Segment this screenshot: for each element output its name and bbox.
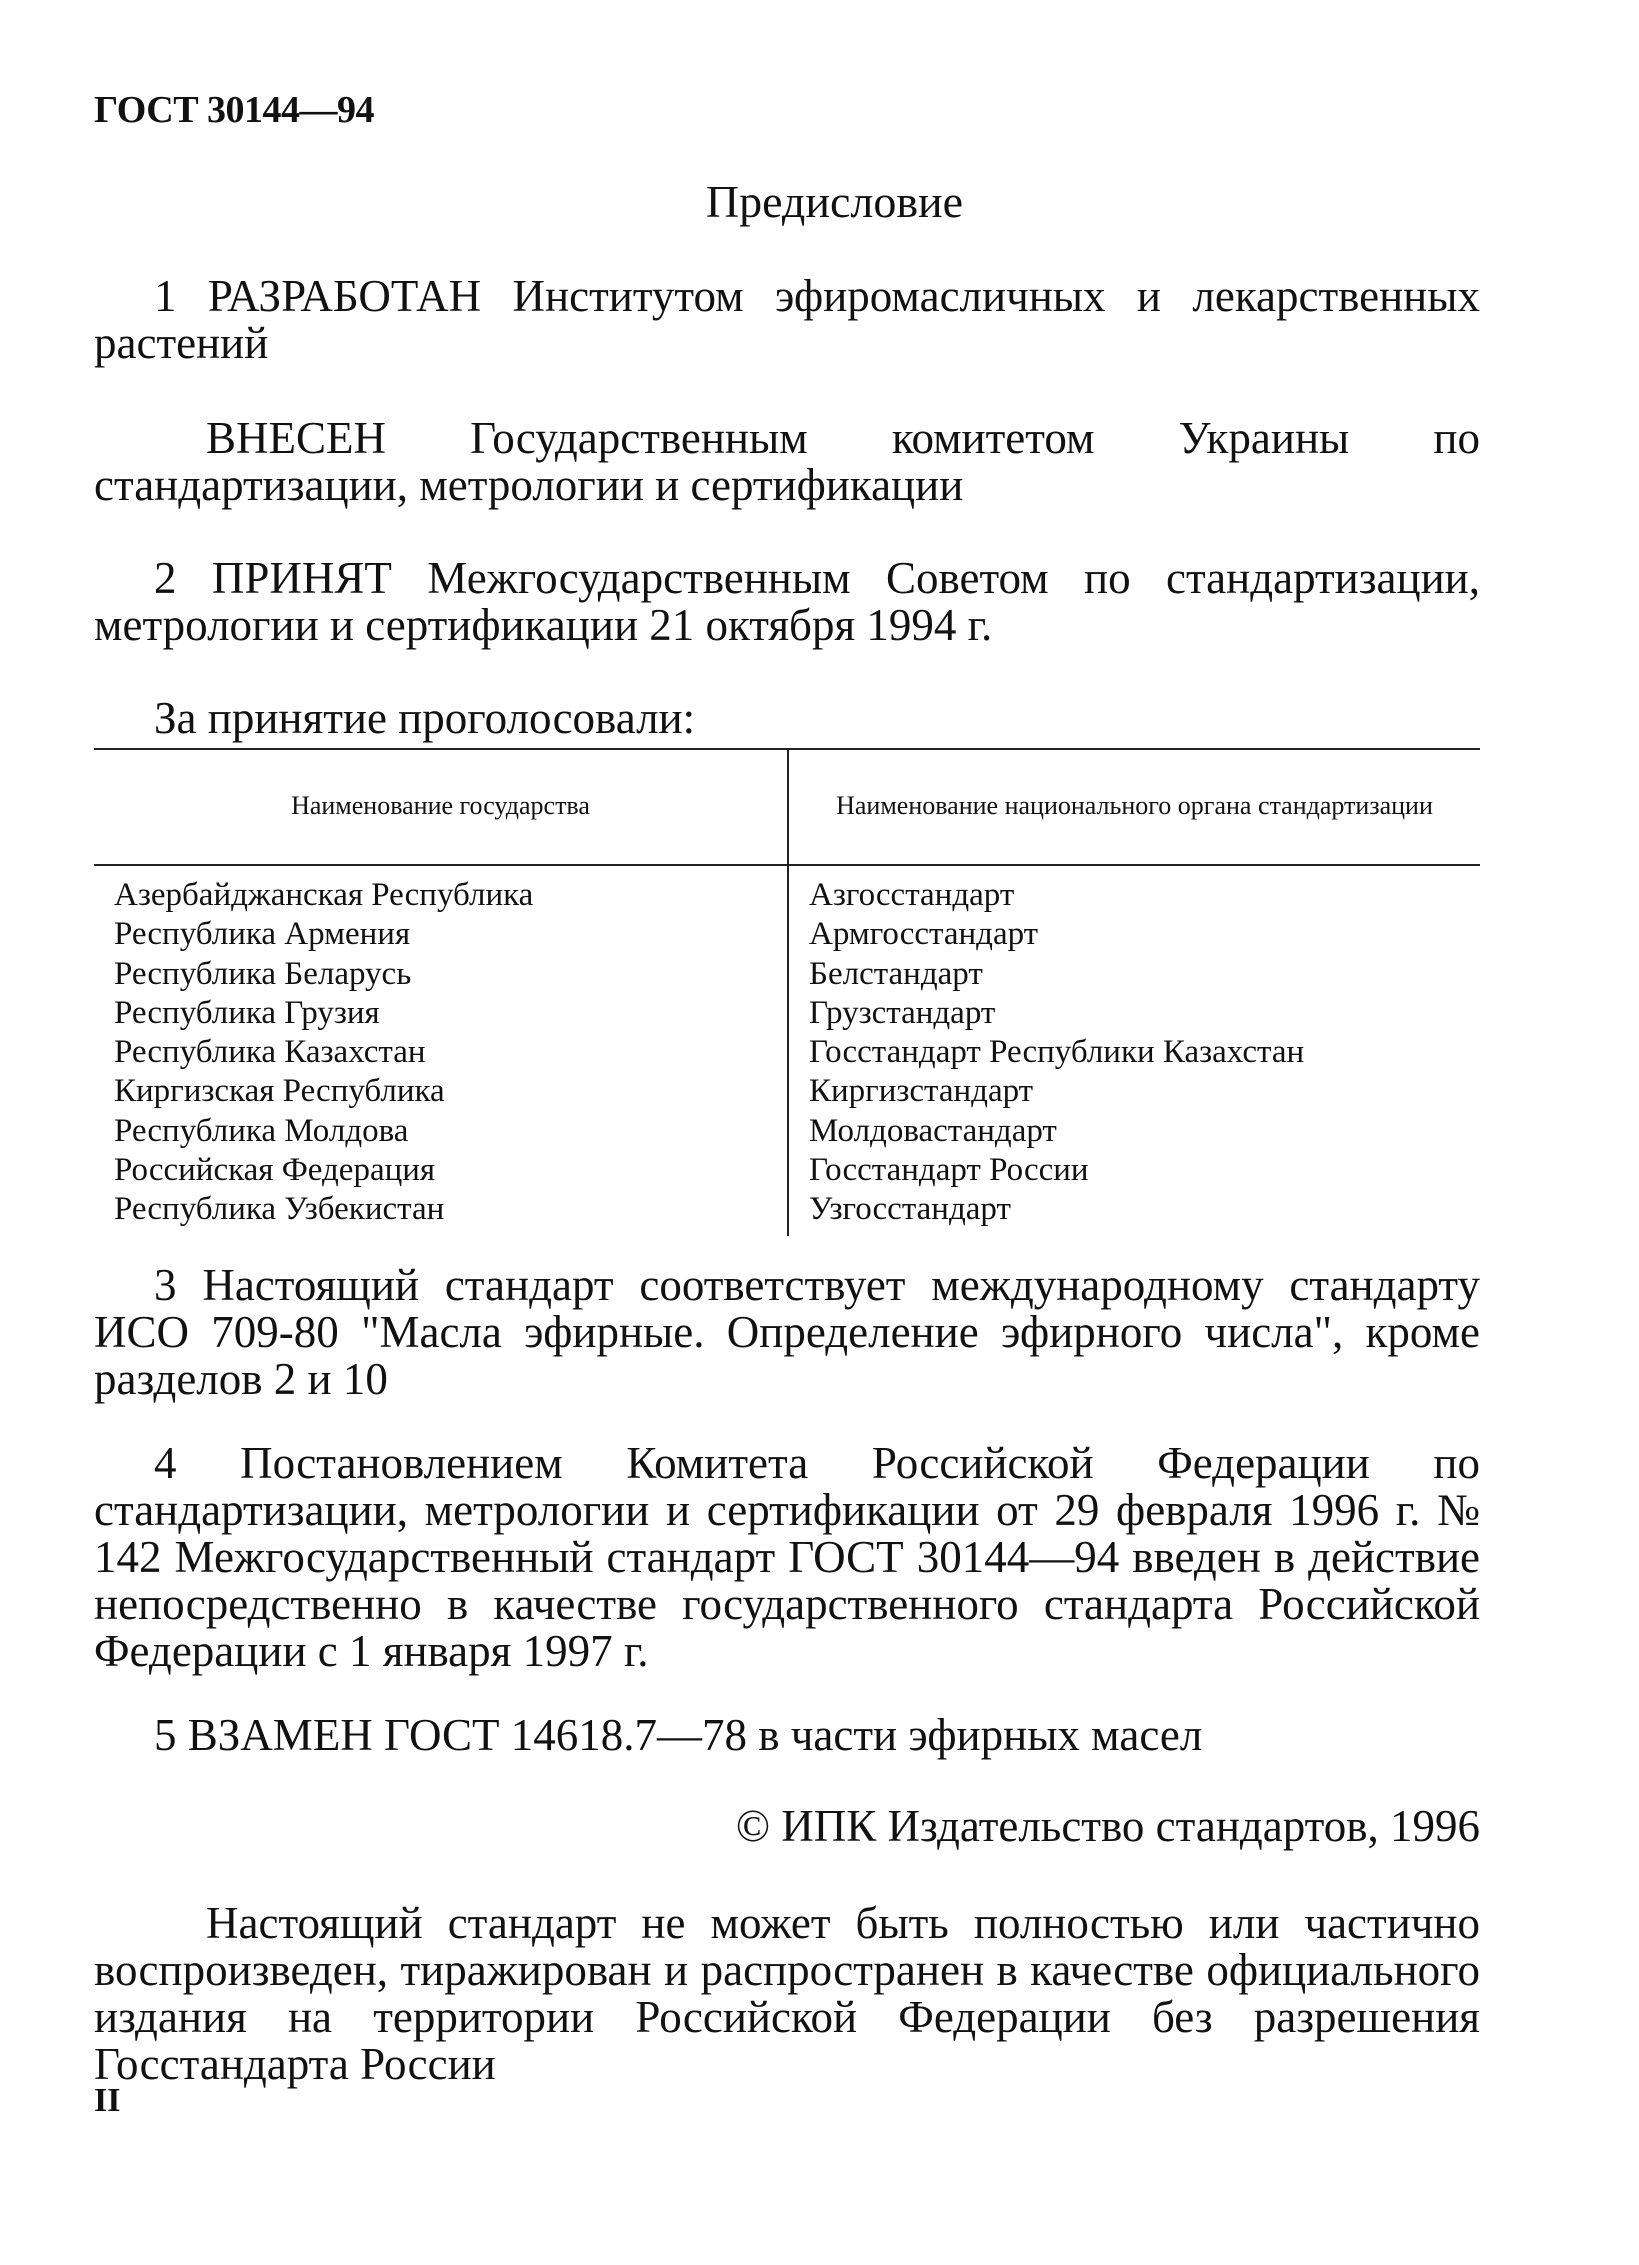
table-cell-body: Азгосстандарт: [809, 877, 1015, 913]
table-cell-state: Республика Беларусь: [114, 955, 412, 992]
paragraph-resolution: 4 Постановлением Комитета Российской Федерации по стандартизации, метрологии и сертификации от 29 февраля 1996 г. № 142 Межгосударственный стандарт ГОСТ 30144—94 введен в действие непосредственно в качестве государственного стандарта Российской Федерации с 1 января 1997 г.: [94, 1438, 1480, 1676]
page-number: II: [94, 2082, 121, 2119]
table-cell-body: Белстандарт: [809, 955, 983, 992]
reproduction-notice: Настоящий стандарт не может быть полностью или частично воспроизведен, тиражирован и распространен в качестве официального издания на территории Российской Федерации без разрешения Госстандарта России: [94, 1898, 1480, 2089]
table-cell-state: Киргизская Республика: [114, 1073, 445, 1110]
table-cell-state: Азербайджанская Республика: [114, 877, 534, 913]
table-cell-state: Республика Казахстан: [114, 1034, 426, 1071]
table-cell-state: Республика Узбекистан: [114, 1191, 445, 1228]
paragraph-adopted: 2 ПРИНЯТ Межгосударственным Советом по стандартизации, метрологии и сертификации 21 октября 1994 г.: [94, 553, 1480, 650]
table-header-body: Наименование национального органа стандартизации: [836, 791, 1433, 820]
paragraph-introduced: ВНЕСЕН Государственным комитетом Украины по стандартизации, метрологии и сертификации: [94, 413, 1480, 510]
table-cell-body: Киргизстандарт: [809, 1073, 1034, 1110]
table-cell-body: Узгосстандарт: [809, 1191, 1011, 1228]
paragraph-developed: 1 РАЗРАБОТАН Институтом эфиромасличных и лекарственных растений: [94, 271, 1480, 368]
table-cell-state: Республика Армения: [114, 916, 411, 953]
table-cell-body: Молдовастандарт: [809, 1112, 1057, 1149]
page-title: Предисловие: [705, 176, 964, 227]
table-cell-body: Грузстандарт: [809, 994, 996, 1031]
paragraph-replaces: 5 ВЗАМЕН ГОСТ 14618.7—78 в части эфирных масел: [154, 1710, 1203, 1760]
table-cell-body: Госстандарт Республики Казахстан: [809, 1034, 1305, 1071]
table-cell-state: Республика Молдова: [114, 1112, 409, 1149]
paragraph-conformity: 3 Настоящий стандарт соответствует международному стандарту ИСО 709-80 "Масла эфирные. Определение эфирного числа", кроме разделов 2 и 10: [94, 1260, 1480, 1404]
table-cell-state: Республика Грузия: [114, 994, 380, 1031]
states-column: [114, 876, 533, 1230]
vote-title: За принятие проголосовали:: [154, 693, 696, 743]
copyright-notice: © ИПК Издательство стандартов, 1996: [735, 1801, 1480, 1851]
document-code: ГОСТ 30144—94: [94, 89, 375, 131]
table-header-state: Наименование государства: [291, 791, 590, 820]
bodies-column: [809, 876, 1304, 1230]
table-cell-state: Российская Федерация: [114, 1152, 436, 1189]
table-cell-body: Армгосстандарт: [809, 916, 1039, 953]
table-cell-body: Госстандарт России: [809, 1152, 1089, 1189]
